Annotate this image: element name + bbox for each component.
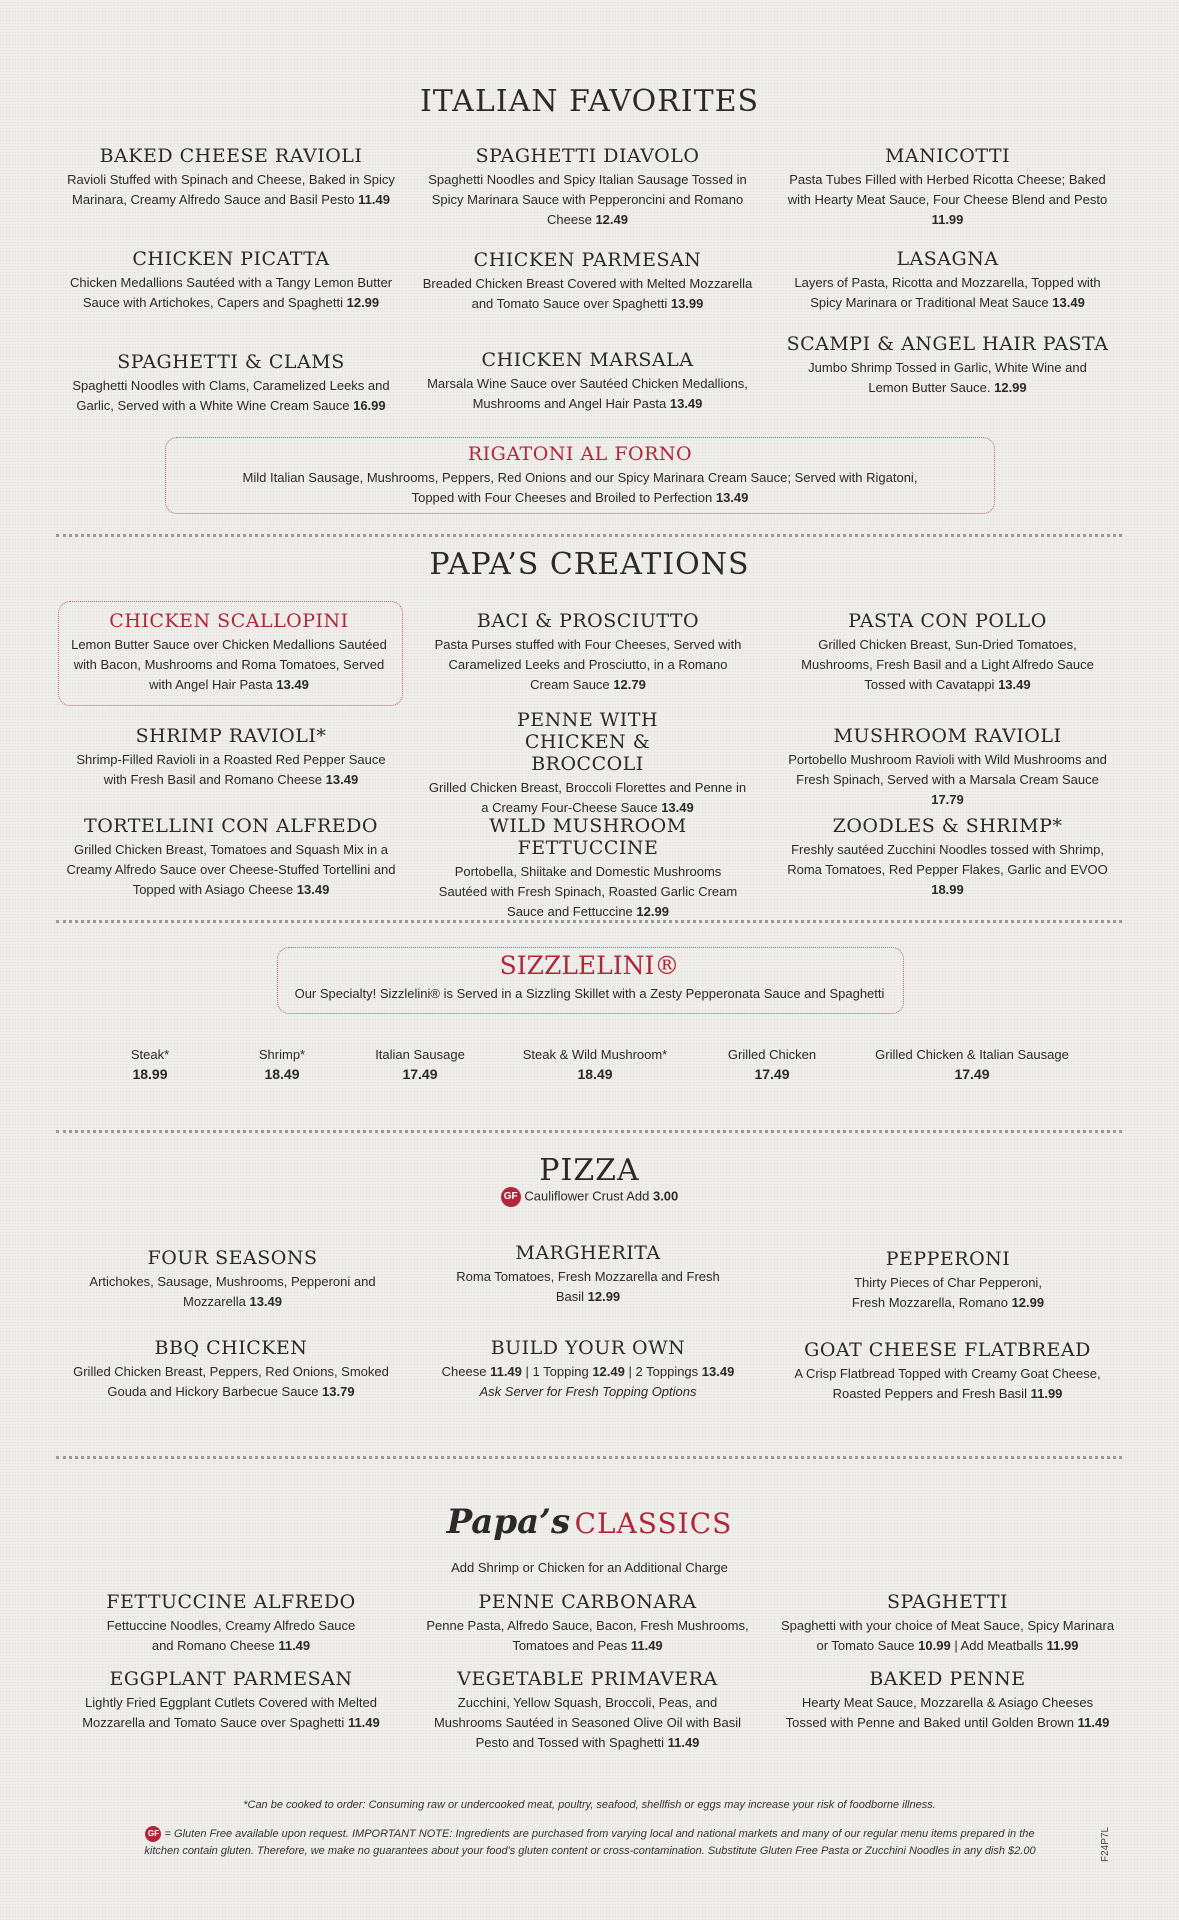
gluten-free-icon: GF bbox=[145, 1826, 161, 1842]
item-name: PENNE CARBONARA bbox=[478, 1591, 697, 1613]
item-desc: Chicken Medallions Sautéed with a Tangy Lemon Butter Sauce with Artichokes, Capers and Spaghetti 12.99 bbox=[69, 275, 393, 310]
footer-consumer-advisory: *Can be cooked to order: Consuming raw or undercooked meat, poultry, seafood, shellfish or eggs may increase your risk of foodborne illness. bbox=[243, 1799, 936, 1811]
section-title-sizzlelini: SIZZLELINI® bbox=[499, 951, 680, 980]
menu-item-mushroom-ravioli bbox=[785, 725, 1110, 810]
item-desc: Grilled Chicken Breast, Peppers, Red Onions, Smoked Gouda and Hickory Barbecue Sauce 13.79 bbox=[73, 1364, 389, 1399]
menu-item-spaghetti-clams bbox=[66, 351, 396, 416]
item-name: BACI & PROSCIUTTO bbox=[476, 610, 700, 632]
section-divider bbox=[56, 1130, 1122, 1133]
item-name: CHICKEN PARMESAN bbox=[473, 249, 702, 271]
item-name: BBQ CHICKEN bbox=[154, 1337, 308, 1359]
item-desc: Marsala Wine Sauce over Sautéed Chicken Medallions, Mushrooms and Angel Hair Pasta 13.49 bbox=[427, 376, 748, 411]
item-name: MUSHROOM RAVIOLI bbox=[833, 725, 1062, 747]
menu-item-pepperoni bbox=[838, 1248, 1058, 1313]
item-desc: Pasta Tubes Filled with Herbed Ricotta Cheese; Baked with Hearty Meat Sauce, Four Cheese Blend and Pesto 11.99 bbox=[787, 172, 1108, 227]
menu-item-chicken-marsala bbox=[420, 349, 755, 414]
section-title-italian-favorites: ITALIAN FAVORITES bbox=[419, 84, 760, 119]
item-name: TORTELLINI CON ALFREDO bbox=[84, 815, 378, 837]
section-divider bbox=[56, 1456, 1122, 1459]
sizzlelini-option: Steak & Wild Mushroom* 18.49 bbox=[522, 1047, 668, 1082]
sizzlelini-option: Grilled Chicken & Italian Sausage 17.49 bbox=[875, 1047, 1069, 1082]
item-desc: Artichokes, Sausage, Mushrooms, Pepperoni and Mozzarella 13.49 bbox=[89, 1274, 376, 1309]
item-name: BAKED PENNE bbox=[869, 1668, 1026, 1690]
item-name: CHICKEN PICATTA bbox=[132, 248, 330, 270]
item-desc: Spaghetti Noodles and Spicy Italian Sausage Tossed in Spicy Marinara Sauce with Pepperoncini and Romano Cheese 12.49 bbox=[428, 172, 747, 227]
section-title-papas-creations: PAPA’S CREATIONS bbox=[429, 547, 750, 582]
papas-script-logo: Papa’s bbox=[446, 1502, 571, 1542]
menu-item-spaghetti bbox=[780, 1591, 1115, 1656]
footer-code: F24P7L bbox=[1100, 1826, 1111, 1862]
item-desc: Portobella, Shiitake and Domestic Mushrooms Sautéed with Fresh Spinach, Roasted Garlic Cream Sauce and Fettuccine 12.99 bbox=[438, 864, 738, 919]
menu-item-four-seasons bbox=[80, 1247, 385, 1312]
item-desc: Cheese 11.49 | 1 Topping 12.49 | 2 Toppings 13.49 bbox=[441, 1364, 735, 1379]
section-divider bbox=[56, 534, 1122, 537]
item-name: CHICKEN SCALLOPINI bbox=[109, 610, 349, 632]
menu-item-goat-cheese-flatbread bbox=[785, 1339, 1110, 1404]
item-name: CHICKEN MARSALA bbox=[481, 349, 694, 371]
item-desc: Spaghetti Noodles with Clams, Caramelized Leeks and Garlic, Served with a White Wine Cream Sauce 16.99 bbox=[72, 378, 390, 413]
menu-item-chicken-scallopini bbox=[64, 610, 394, 695]
item-name: RIGATONI AL FORNO bbox=[467, 443, 693, 465]
item-desc: Roma Tomatoes, Fresh Mozzarella and Fresh Basil 12.99 bbox=[456, 1269, 720, 1304]
menu-item-baked-cheese-ravioli bbox=[66, 145, 396, 210]
menu-item-fettuccine-alfredo bbox=[66, 1591, 396, 1656]
footer-gluten-note: GF = Gluten Free available upon request. IMPORTANT NOTE: Ingredients are purchased from varying local and national markets and many of our regular menu items prepared in the kitchen contain gluten. Therefore, we make no guarantees about your food's gluten content or cross-contamination. Substitute Gluten Free Pasta or Zucchini Noodles in any dish $2.00 bbox=[144, 1828, 1036, 1857]
item-desc: Penne Pasta, Alfredo Sauce, Bacon, Fresh Mushrooms, Tomatoes and Peas 11.49 bbox=[426, 1618, 749, 1653]
menu-item-zoodles-shrimp bbox=[785, 815, 1110, 900]
menu-item-chicken-picatta bbox=[66, 248, 396, 313]
section-title-pizza: PIZZA bbox=[539, 1153, 640, 1188]
menu-item-tortellini-con-alfredo bbox=[66, 815, 396, 900]
item-desc: Jumbo Shrimp Tossed in Garlic, White Wine and Lemon Butter Sauce. 12.99 bbox=[808, 360, 1087, 395]
sizzlelini-option: Grilled Chicken 17.49 bbox=[727, 1047, 817, 1082]
item-desc: Shrimp-Filled Ravioli in a Roasted Red Pepper Sauce with Fresh Basil and Romano Cheese 13.49 bbox=[76, 752, 386, 787]
item-desc: Lemon Butter Sauce over Chicken Medallions Sautéed with Bacon, Mushrooms and Roma Tomatoes, Served with Angel Hair Pasta 13.49 bbox=[71, 637, 387, 692]
item-name: LASAGNA bbox=[896, 248, 999, 270]
menu-item-baci-prosciutto bbox=[428, 610, 748, 695]
menu-item-pasta-con-pollo bbox=[785, 610, 1110, 695]
menu-item-margherita bbox=[448, 1242, 728, 1307]
menu-item-eggplant-parmesan bbox=[66, 1668, 396, 1733]
item-name: FOUR SEASONS bbox=[147, 1247, 318, 1269]
item-desc: Ravioli Stuffed with Spinach and Cheese, Baked in Spicy Marinara, Creamy Alfredo Sauce and Basil Pesto 11.49 bbox=[67, 172, 395, 207]
item-name: BUILD YOUR OWN bbox=[490, 1337, 686, 1359]
menu-item-rigatoni-al-forno bbox=[240, 443, 920, 508]
item-desc: Grilled Chicken Breast, Broccoli Florettes and Penne in a Creamy Four-Cheese Sauce 13.49 bbox=[428, 780, 747, 815]
item-name: ZOODLES & SHRIMP* bbox=[832, 815, 1063, 837]
item-name: SCAMPI & ANGEL HAIR PASTA bbox=[786, 333, 1109, 355]
item-name: PENNE WITH CHICKEN & BROCCOLI bbox=[516, 709, 659, 775]
item-name: FETTUCCINE ALFREDO bbox=[106, 1591, 356, 1613]
section-title-classics: Papa’s CLASSICS bbox=[446, 1502, 733, 1542]
menu-item-penne-carbonara bbox=[425, 1591, 750, 1656]
menu-item-manicotti bbox=[785, 145, 1110, 230]
item-desc: Thirty Pieces of Char Pepperoni, Fresh Mozzarella, Romano 12.99 bbox=[851, 1275, 1045, 1310]
item-desc: Freshly sautéed Zucchini Noodles tossed with Shrimp, Roma Tomatoes, Red Pepper Flakes, Garlic and EVOO 18.99 bbox=[787, 842, 1108, 897]
item-desc: Breaded Chicken Breast Covered with Melted Mozzarella and Tomato Sauce over Spaghetti 13.99 bbox=[422, 276, 753, 311]
item-name: PASTA CON POLLO bbox=[848, 610, 1047, 632]
classics-subtitle: Add Shrimp or Chicken for an Additional Charge bbox=[451, 1560, 728, 1575]
item-desc: Portobello Mushroom Ravioli with Wild Mushrooms and Fresh Spinach, Served with a Marsala Cream Sauce 17.79 bbox=[788, 752, 1107, 807]
item-desc: Zucchini, Yellow Squash, Broccoli, Peas, and Mushrooms Sautéed in Seasoned Olive Oil with Basil Pesto and Tossed with Spaghetti 11.49 bbox=[433, 1695, 742, 1750]
item-name: SHRIMP RAVIOLI* bbox=[135, 725, 327, 747]
item-desc: Hearty Meat Sauce, Mozzarella & Asiago Cheeses Tossed with Penne and Baked until Golden Brown 11.49 bbox=[785, 1695, 1110, 1730]
menu-item-spaghetti-diavolo bbox=[420, 145, 755, 230]
item-desc: Lightly Fried Eggplant Cutlets Covered with Melted Mozzarella and Tomato Sauce over Spaghetti 11.49 bbox=[82, 1695, 380, 1730]
item-name: GOAT CHEESE FLATBREAD bbox=[804, 1339, 1091, 1361]
item-name: EGGPLANT PARMESAN bbox=[109, 1668, 353, 1690]
menu-item-bbq-chicken bbox=[66, 1337, 396, 1402]
item-desc: Pasta Purses stuffed with Four Cheeses, Served with Caramelized Leeks and Prosciutto, in a Romano Cream Sauce 12.79 bbox=[434, 637, 742, 692]
item-name: SPAGHETTI bbox=[886, 1591, 1009, 1613]
item-desc: Fettuccine Noodles, Creamy Alfredo Sauce and Romano Cheese 11.49 bbox=[106, 1618, 356, 1653]
item-name: MARGHERITA bbox=[515, 1242, 661, 1264]
gluten-free-icon: GF bbox=[501, 1187, 521, 1207]
item-desc: Layers of Pasta, Ricotta and Mozzarella, Topped with Spicy Marinara or Traditional Meat Sauce 13.49 bbox=[794, 275, 1101, 310]
sizzlelini-option: Shrimp* 18.49 bbox=[258, 1047, 306, 1082]
item-name: MANICOTTI bbox=[884, 145, 1011, 167]
item-desc: A Crisp Flatbread Topped with Creamy Goat Cheese, Roasted Peppers and Fresh Basil 11.99 bbox=[794, 1366, 1101, 1401]
sizzlelini-option: Italian Sausage 17.49 bbox=[375, 1047, 465, 1082]
item-note: Ask Server for Fresh Topping Options bbox=[479, 1384, 697, 1399]
item-name: WILD MUSHROOM FETTUCCINE bbox=[489, 815, 687, 859]
item-desc: Grilled Chicken Breast, Sun-Dried Tomatoes, Mushrooms, Fresh Basil and a Light Alfredo Sauce Tossed with Cavatappi 13.49 bbox=[801, 637, 1094, 692]
item-desc: Spaghetti with your choice of Meat Sauce, Spicy Marinara or Tomato Sauce 10.99 | Add Meatballs 11.99 bbox=[780, 1618, 1115, 1653]
item-name: SPAGHETTI & CLAMS bbox=[117, 351, 345, 373]
sizzlelini-option: Steak* 18.99 bbox=[130, 1047, 170, 1082]
menu-item-build-your-own bbox=[418, 1337, 758, 1402]
item-name: PEPPERONI bbox=[885, 1248, 1011, 1270]
section-divider bbox=[56, 920, 1122, 923]
menu-item-lasagna bbox=[785, 248, 1110, 313]
item-name: SPAGHETTI DIAVOLO bbox=[475, 145, 700, 167]
menu-item-scampi bbox=[785, 333, 1110, 398]
item-desc: Mild Italian Sausage, Mushrooms, Peppers, Red Onions and our Spicy Marinara Cream Sauce; Served with Rigatoni, Topped with Four Cheeses and Broiled to Perfection 13.49 bbox=[242, 470, 918, 505]
sizzlelini-desc: Our Specialty! Sizzlelini® is Served in a Sizzling Skillet with a Zesty Pepperonata Sauce and Spaghetti bbox=[294, 986, 885, 1001]
menu-item-baked-penne bbox=[785, 1668, 1110, 1733]
menu-item-shrimp-ravioli bbox=[66, 725, 396, 790]
menu-item-chicken-parmesan bbox=[420, 249, 755, 314]
menu-item-wild-mushroom-fettuccine bbox=[418, 815, 758, 922]
menu-item-vegetable-primavera bbox=[425, 1668, 750, 1753]
menu-item-penne-chicken-broccoli bbox=[425, 709, 750, 818]
item-name: BAKED CHEESE RAVIOLI bbox=[99, 145, 363, 167]
pizza-gf-note: GF Cauliflower Crust Add 3.00 bbox=[0, 1187, 1179, 1207]
item-name: VEGETABLE PRIMAVERA bbox=[457, 1668, 718, 1690]
item-desc: Grilled Chicken Breast, Tomatoes and Squash Mix in a Creamy Alfredo Sauce over Cheese-Stuffed Tortellini and Topped with Asiago Cheese 13.49 bbox=[66, 842, 396, 897]
